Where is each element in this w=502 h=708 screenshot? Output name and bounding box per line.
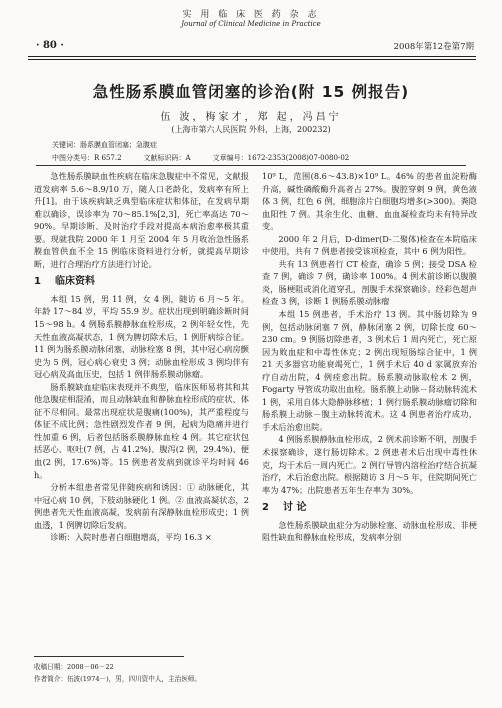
- paragraph: 10⁹ L，范围(8.6～43.8)×10⁹ L。46% 的患者血淀粉酶升高，碱性磷酸酶升高者占 27%。腹腔穿刺 9 例，黄色液体 3 例，红色 6 例，细胞涂片白细胞均增多(>300)。粪隐血阳性 7 例。其余生化、血糖、血血凝检查均未有特异改变。: [262, 171, 477, 232]
- section-heading-1: [34, 276, 249, 289]
- paragraph: 本组 15 例患者，手术治疗 13 例。其中肠切除为 9 例，包括动脉闭塞 7 例，静脉闭塞 2 例，切除长度 60～230 cm。9 例肠切除患者，3 例术后 1 周内死亡，死亡原因为败血症和中毒性休克；2 例出现短肠综合征中，1 例 21 天多器官功能衰竭死亡，1 例手术后 40 d 家属放弃治疗自动出院，4 例痊愈出院。肠系膜动脉取栓术 2 例，Fogarty 导管成功取出血栓。肠系膜上动脉－肾动脉转流术 1 例，采用自体大隐静脉移植；1 例行肠系膜动脉瘤切除和肠系膜上动脉－腹主动脉转流术。这 4 例患者治疗成功，手术后治愈出院。: [262, 309, 477, 432]
- paragraph: 肠系膜缺血症临床表现并不典型，临床医师易将其和其他急腹症相混淆，而且动脉缺血和静脉血栓形成的症状、体征不尽相同。最常出现症状是腹痛(100%)，其严重程度与体征不成比例；急性剧烈发作者 9 例，起病为隐痛并进行性加重 6 例，后者包括肠系膜静脉血栓 4 例。其它症状包括恶心、呕吐(7 例，占 41.2%)、腹泻(2 例，29.4%)、便血(2 例，17.6%)等。15 例患者发病到就诊平均时间 46 h。: [34, 381, 249, 480]
- received-date: 收稿日期：2008－06－22: [34, 663, 114, 671]
- right-column: [262, 170, 477, 544]
- abstract-separator: [36, 165, 466, 166]
- page-number: · 80 ·: [36, 40, 64, 51]
- footnote-rule: [34, 656, 184, 657]
- article-authors: 伍 波，梅家才，郑 起，冯昌宁: [160, 112, 342, 123]
- section-heading-2: [262, 502, 477, 515]
- paragraph: 本组 15 例，男 11 例，女 4 例，随访 6 月～5 年。年龄 17～84 岁，平均 55.9 岁。症状出现到明确诊断时间 15～98 h。4 例肠系膜静脉血栓形成，2 例年轻女性，先天性血液高凝状态，1 例为脾切除术后，1 例肝病综合征。11 例为肠系膜动脉闭塞，动脉栓塞 8 例，其中冠心病房颤史为 5 例，冠心病心衰史 3 例；动脉血栓形成 3 例均伴有冠心病及高血压史，包括 1 例伴肠系膜动脉瘤。: [34, 293, 249, 380]
- paragraph: 2000 年 2 月后，D-dimer(D-二聚体)检查在本院临床中使用，共有 7 例患者接受该项检查，其中 6 例为阳性。: [262, 233, 477, 257]
- author-affiliation: (上海市第六人民医院 外科，上海，200232): [171, 125, 331, 134]
- paragraph: 4 例肠系膜静脉血栓形成，2 例术前诊断不明，剖腹手术探察确诊，遂行肠切除术。2 例患者术后出现中毒性休克，均于术后一周内死亡。2 例行导管内溶栓治疗结合抗凝治疗，术后治愈出院。根据随访 3 月～5 年，住院期间死亡率为 47%；出院患者五年生存率为 30%。: [262, 434, 477, 495]
- left-column: [34, 170, 249, 544]
- paragraph: 共有 13 例患者行 CT 检查，确诊 5 例；接受 DSA 检查 7 例，确诊 7 例，确诊率 100%。4 例术前诊断以腹膜炎，肠梗阻或消化道穿孔，剖腹手术探察确诊。经彩色超声检查 3 例，诊断 1 例肠系膜动脉瘤: [262, 258, 477, 307]
- article-title: 急性肠系膜血管闭塞的诊治(附 15 例报告): [92, 83, 410, 101]
- issue-info: 2008年第12卷第7期: [393, 42, 474, 52]
- article-id: 文章编号：1672-2353(2008)07-0080-02: [212, 154, 350, 162]
- paragraph: 急性肠系膜缺血症分为动脉栓塞、动脉血栓形成、非梗阻性缺血和静脉血栓形成，发病率分别: [262, 519, 477, 543]
- section-number: 1: [34, 276, 41, 288]
- header-rule: [28, 56, 476, 57]
- clc-number: 中图分类号：R 657.2: [52, 154, 122, 162]
- paragraph: 分析本组患者常见伴随疾病和诱因：① 动脉硬化，其中冠心病 10 例，下肢动脉硬化 1 例。② 血液高凝状态，2 例患者先天性血液高凝，发病前有深静脉血栓形成史；1 例血透，1 例脾切除后发病。: [34, 482, 249, 530]
- paragraph: 诊断：入院时患者白细胞增高，平均 16.3 ×: [50, 532, 212, 543]
- journal-header: [0, 0, 502, 58]
- section-number: 2: [262, 502, 269, 514]
- intro-paragraph: 急性肠系膜缺血性疾病在临床急腹症中不常见，文献报道发病率 5.6～8.9/10 万，随人口老龄化，发病率有所上升[1]。由于该疾病缺乏典型临床症状和体征，在发病早期难以确诊，误诊率为 70～85.1%[2,3]，死亡率高达 70～90%。早期诊断、及时治疗手段对提高本病治愈率极其重要。现就我院 2000 年 1 月至 2004 年 5 月收治急性肠系膜血管供血不全 15 例临床资料进行分析，就提高早期诊断，进行合理治疗方法进行讨论。: [34, 171, 249, 269]
- header-rule-thin: [28, 59, 476, 60]
- classification-line: [52, 153, 349, 163]
- journal-title-cn: 实 用 临 床 医 药 杂 志: [182, 10, 320, 20]
- section-title: 讨 论: [282, 502, 307, 514]
- author-bio: 作者简介：伍波(1974－)，男，四川资中人，主治医师。: [34, 675, 201, 683]
- document-code: 文献标识码：A: [143, 154, 191, 162]
- journal-title-en: Journal of Clinical Medicine in Practice: [181, 20, 321, 28]
- keywords: 关键词：肠系膜血管闭塞；急腹症: [52, 141, 157, 149]
- section-title: 临床资料: [54, 276, 95, 288]
